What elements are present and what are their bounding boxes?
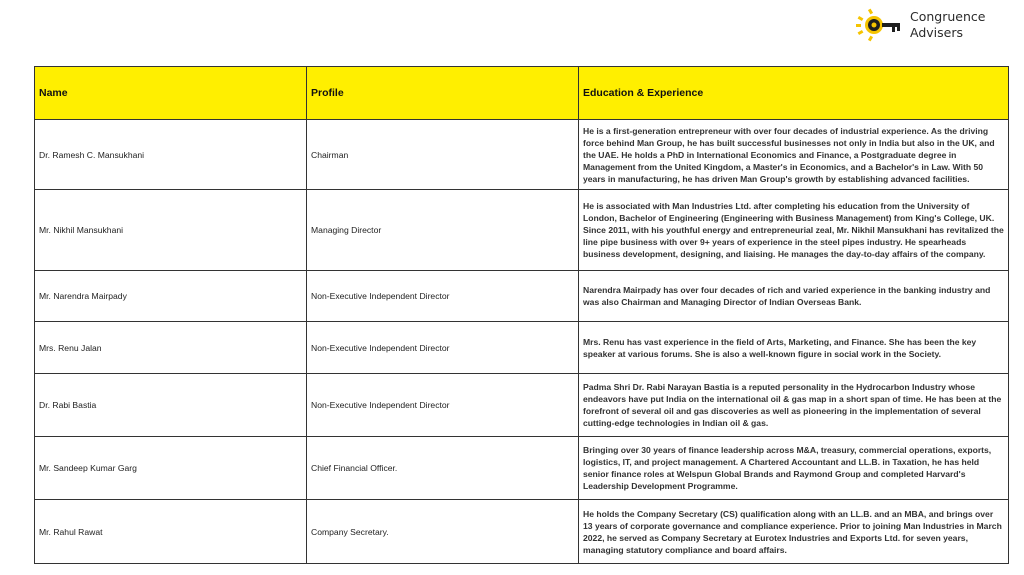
table-header-row	[35, 67, 1009, 120]
logo-wordmark	[910, 9, 985, 41]
table-row	[35, 322, 1009, 374]
row-profile: Non-Executive Independent Director	[307, 271, 579, 322]
row-name: Mr. Sandeep Kumar Garg	[35, 437, 307, 500]
column-header-profile: Profile	[307, 67, 579, 120]
table-row	[35, 271, 1009, 322]
row-education: He is associated with Man Industries Ltd. after completing his education from the University of London, Bachelor of Engineering (Engineering with Business Management) from King's College, UK. Since 2011, with his youthful energy and entrepreneurial zeal, Mr. Nikhil Mansukhani has revitalized the line pipe business with over 9+ years of experience in the steel pipes industry. He spearheads business development, designing, and liaising. He manages the day-to-day affairs of the company.	[579, 190, 1009, 271]
row-profile: Company Secretary.	[307, 500, 579, 564]
column-header-education: Education & Experience	[579, 67, 1009, 120]
row-profile: Chief Financial Officer.	[307, 437, 579, 500]
logo-line-1: Congruence	[910, 9, 986, 24]
table-row	[35, 500, 1009, 564]
row-education: Bringing over 30 years of finance leadership across M&A, treasury, commercial operations, exports, logistics, IT, and project management. A Chartered Accountant and LL.B. in Taxation, he has held senior finance roles at Welspun Global Brands and Raymond Group and completed Harvard's Leadership Development Programme.	[579, 437, 1009, 500]
row-education: He is a first-generation entrepreneur with over four decades of industrial experience. As the driving force behind Man Group, he has built successful businesses not only in India but also in the UK, and the UAE. He holds a PhD in International Economics and Finance, a Postgraduate degree in Management from the United Kingdom, a Master's in Economics, and a Bachelor's in Law. With 50 years in manufacturing, he has driven Man Group's growth by establishing advanced facilities.	[579, 120, 1009, 190]
company-logo	[856, 8, 985, 42]
row-name: Mr. Nikhil Mansukhani	[35, 190, 307, 271]
row-name: Mr. Narendra Mairpady	[35, 271, 307, 322]
table-row	[35, 190, 1009, 271]
row-profile: Non-Executive Independent Director	[307, 322, 579, 374]
key-logo-icon	[856, 8, 902, 42]
row-profile: Chairman	[307, 120, 579, 190]
row-profile: Non-Executive Independent Director	[307, 374, 579, 437]
row-education: Padma Shri Dr. Rabi Narayan Bastia is a reputed personality in the Hydrocarbon Industry whose endeavors have put India on the international oil & gas map in a short span of time. He has been at the forefront of several oil and gas discoveries as well as pioneering in the implementation of several cutting-edge technologies in Indian oil & gas.	[579, 374, 1009, 437]
row-profile: Managing Director	[307, 190, 579, 271]
column-header-name: Name	[35, 67, 307, 120]
board-of-directors-table	[34, 66, 1009, 564]
table-row	[35, 120, 1009, 190]
row-education: He holds the Company Secretary (CS) qualification along with an LL.B. and an MBA, and brings over 13 years of corporate governance and compliance experience. Prior to joining Man Industries in March 2022, he served as Company Secretary at Eurotex Industries and Exports Ltd. for seven years, managing statutory compliance and board affairs.	[579, 500, 1009, 564]
row-name: Mrs. Renu Jalan	[35, 322, 307, 374]
row-name: Mr. Rahul Rawat	[35, 500, 307, 564]
logo-line-2: Advisers	[910, 25, 963, 40]
table-row	[35, 437, 1009, 500]
row-name: Dr. Rabi Bastia	[35, 374, 307, 437]
table-row	[35, 374, 1009, 437]
row-name: Dr. Ramesh C. Mansukhani	[35, 120, 307, 190]
row-education: Narendra Mairpady has over four decades of rich and varied experience in the banking industry and was also Chairman and Managing Director of Indian Overseas Bank.	[579, 271, 1009, 322]
row-education: Mrs. Renu has vast experience in the field of Arts, Marketing, and Finance. She has been the key speaker at various forums. She is also a well-known figure in social work in the Society.	[579, 322, 1009, 374]
